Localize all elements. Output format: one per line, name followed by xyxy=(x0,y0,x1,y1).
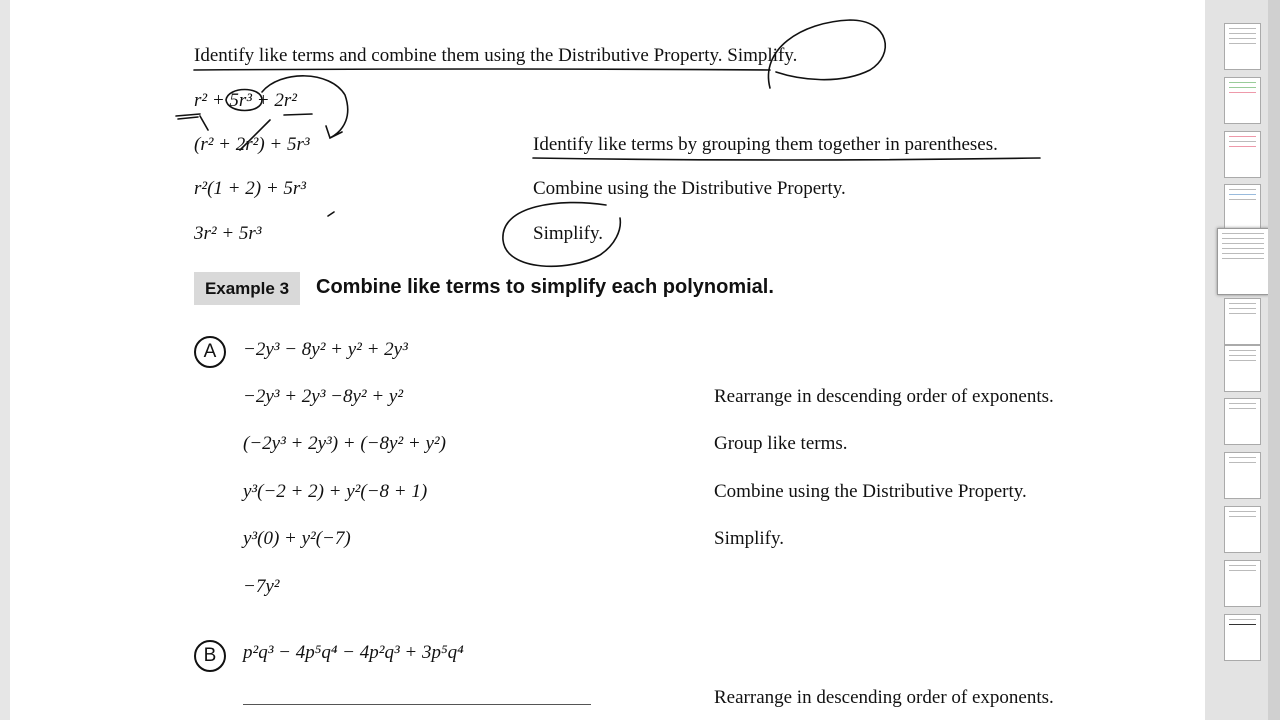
page-thumbnail-1[interactable] xyxy=(1224,23,1261,70)
page-thumbnail-7[interactable] xyxy=(1224,345,1261,392)
ex2-step-0: r² + 5r³ + 2r² xyxy=(194,90,297,111)
part-b-expr: p²q³ − 4p⁵q⁴ − 4p²q³ + 3p⁵q⁴ xyxy=(243,642,464,663)
page-thumbnail-2[interactable] xyxy=(1224,77,1261,124)
ex2-step-1: (r² + 2r²) + 5r³ xyxy=(194,134,310,155)
example-title: Combine like terms to simplify each polynomial. xyxy=(316,276,774,298)
page-thumbnail-4[interactable] xyxy=(1224,184,1261,231)
ex2-note-1: Identify like terms by grouping them together in parentheses. xyxy=(533,134,998,155)
part-a-note-3: Combine using the Distributive Property. xyxy=(714,481,1027,502)
part-a-step-5: −7y² xyxy=(243,576,280,597)
ex2-step-2: r²(1 + 2) + 5r³ xyxy=(194,178,306,199)
part-a-note-2: Group like terms. xyxy=(714,433,848,454)
part-a-step-0: −2y³ − 8y² + y² + 2y³ xyxy=(243,339,408,360)
part-a-step-2: (−2y³ + 2y³) + (−8y² + y²) xyxy=(243,433,446,454)
page-thumbnail-6[interactable] xyxy=(1224,298,1261,345)
document-page xyxy=(10,0,1205,720)
page-thumbnail-9[interactable] xyxy=(1224,452,1261,499)
answer-line[interactable] xyxy=(243,704,591,705)
part-a-step-1: −2y³ + 2y³ −8y² + y² xyxy=(243,386,404,407)
page-thumbnail-5-current[interactable] xyxy=(1217,228,1269,295)
sidebar-scrollbar[interactable] xyxy=(1268,0,1280,720)
ex2-note-3: Simplify. xyxy=(533,223,604,244)
part-a-step-3: y³(−2 + 2) + y²(−8 + 1) xyxy=(243,481,428,502)
page-thumbnail-11[interactable] xyxy=(1224,560,1261,607)
page-thumbnail-8[interactable] xyxy=(1224,398,1261,445)
page-thumbnail-3[interactable] xyxy=(1224,131,1261,178)
part-b-label: B xyxy=(194,640,226,672)
example-badge: Example 3 xyxy=(194,272,300,305)
part-a-label: A xyxy=(194,336,226,368)
page-thumbnail-10[interactable] xyxy=(1224,506,1261,553)
page-thumbnail-12[interactable] xyxy=(1224,614,1261,661)
part-a-step-4: y³(0) + y²(−7) xyxy=(243,528,351,549)
ex2-step-3: 3r² + 5r³ xyxy=(194,223,262,244)
part-b-note: Rearrange in descending order of exponents. xyxy=(714,687,1054,708)
ex2-note-2: Combine using the Distributive Property. xyxy=(533,178,846,199)
part-a-note-4: Simplify. xyxy=(714,528,785,549)
instructions-text: Identify like terms and combine them using the Distributive Property. Simplify. xyxy=(194,45,798,66)
part-a-note-1: Rearrange in descending order of exponents. xyxy=(714,386,1054,407)
